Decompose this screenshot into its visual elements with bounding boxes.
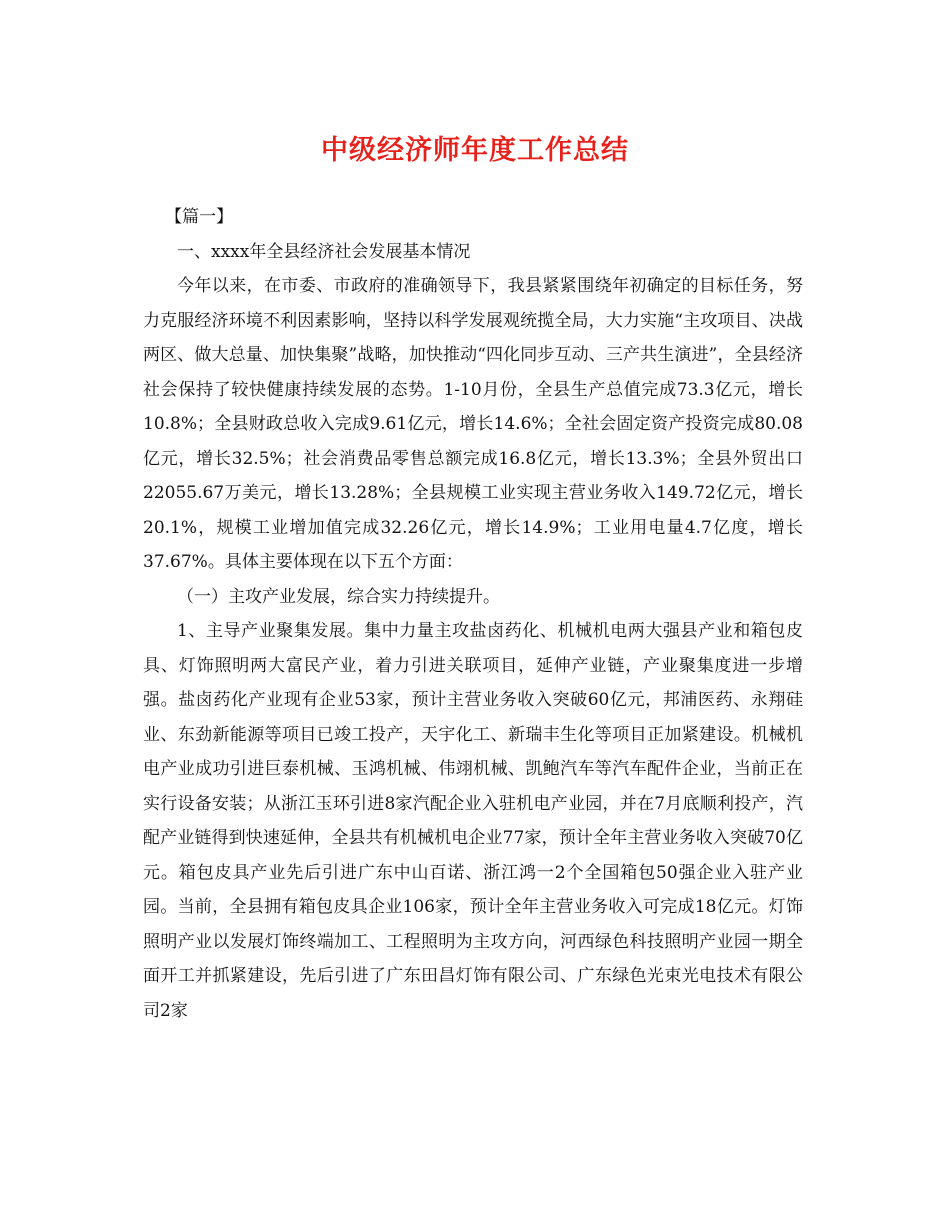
body-paragraph: 1、主导产业聚集发展。集中力量主攻盐卤药化、机械机电两大强县产业和箱包皮具、灯饰照明两大富民产业，着力引进关联项目，延伸产业链，产业聚集度进一步增强。盐卤药化产业现有企业53家，预计主营业务收入突破60亿元，邦浦医药、永翔硅业、东劲新能源等项目已竣工投产，天宇化工、新瑞丰生化等项目正加紧建设。机械机电产业成功引进巨泰机械、玉鸿机械、伟翊机械、凯鲍汽车等汽车配件企业，当前正在实行设备安装；从浙江玉环引进8家汽配企业入驻机电产业园，并在7月底顺利投产，汽配产业链得到快速延伸，全县共有机械机电企业77家，预计全年主营业务收入突破70亿元。箱包皮具产业先后引进广东中山百诺、浙江鸿一2个全国箱包50强企业入驻产业园。当前，全县拥有箱包皮具企业106家，预计全年主营业务收入可完成18亿元。灯饰照明产业以发展灯饰终端加工、工程照明为主攻方向，河西绿色科技照明产业园一期全面开工并抓紧建设，先后引进了广东田昌灯饰有限公司、广东绿色光束光电技术有限公司2家	[143, 621, 803, 1021]
subsection-heading: （一）主攻产业发展，综合实力持续提升。	[177, 586, 500, 607]
document-title: 中级经济师年度工作总结	[321, 135, 629, 166]
body-paragraph: 今年以来，在市委、市政府的准确领导下，我县紧紧围绕年初确定的目标任务，努力克服经济环境不利因素影响，坚持以科学发展观统揽全局，大力实施“主攻项目、决战两区、做大总量、加快集聚”战略，加快推动“四化同步互动、三产共生演进”，全县经济社会保持了较快健康持续发展的态势。1-10月份，全县生产总值完成73.3亿元，增长10.8%；全县财政总收入完成9.61亿元，增长14.6%；全社会固定资产投资完成80.08亿元，增长32.5%；社会消费品零售总额完成16.8亿元，增长13.3%；全县外贸出口22055.67万美元，增长13.28%；全县规模工业实现主营业务收入149.72亿元，增长20.1%，规模工业增加值完成32.26亿元，增长14.9%；工业用电量4.7亿度，增长37.67%。具体主要体现在以下五个方面：	[143, 276, 803, 572]
section-heading: 一、xxxx年全县经济社会发展基本情况	[177, 241, 471, 262]
document-body	[143, 200, 803, 1028]
section-label: 【篇一】	[165, 207, 234, 227]
